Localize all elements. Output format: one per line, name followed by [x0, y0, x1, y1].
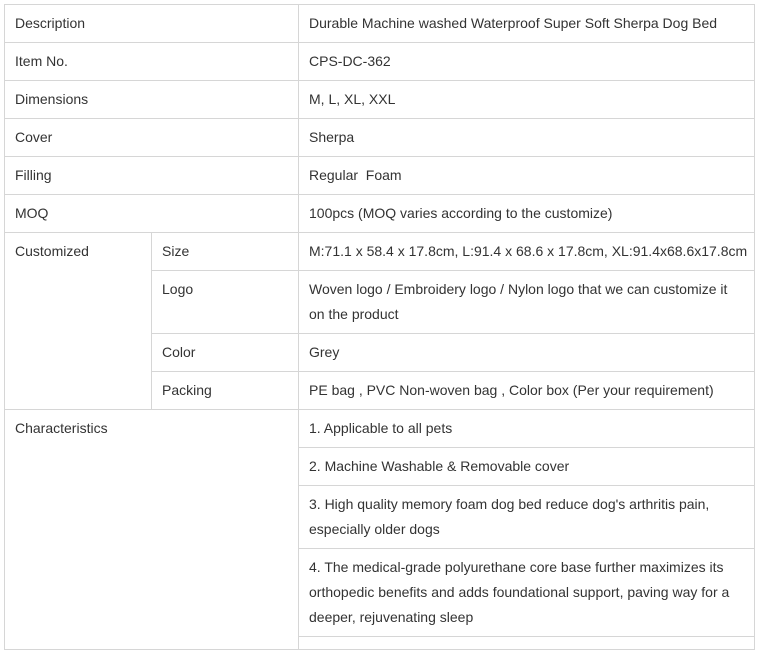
- sub-label: Packing: [152, 372, 299, 410]
- cut-off-cell: [299, 637, 755, 650]
- row-value: M, L, XL, XXL: [299, 81, 755, 119]
- sub-label: Logo: [152, 271, 299, 334]
- sub-label: Color: [152, 334, 299, 372]
- row-label: Cover: [5, 119, 299, 157]
- row-value: 100pcs (MOQ varies according to the customize): [299, 195, 755, 233]
- sub-label: Size: [152, 233, 299, 271]
- characteristic-item: 2. Machine Washable & Removable cover: [299, 448, 755, 486]
- sub-value: PE bag , PVC Non-woven bag , Color box (Per your requirement): [299, 372, 755, 410]
- row-value: Durable Machine washed Waterproof Super Soft Sherpa Dog Bed: [299, 5, 755, 43]
- table-row-description: [5, 5, 755, 43]
- customized-label: Customized: [5, 233, 152, 410]
- table-row-moq: [5, 195, 755, 233]
- row-value: CPS-DC-362: [299, 43, 755, 81]
- table-row-filling: [5, 157, 755, 195]
- row-value: Regular Foam: [299, 157, 755, 195]
- table-row-customized-size: [5, 233, 755, 271]
- row-label: MOQ: [5, 195, 299, 233]
- row-label: Dimensions: [5, 81, 299, 119]
- sub-value: Grey: [299, 334, 755, 372]
- table-row-dimensions: [5, 81, 755, 119]
- row-label: Item No.: [5, 43, 299, 81]
- characteristic-item: 4. The medical-grade polyurethane core base further maximizes its orthopedic benefits and adds foundational support, paving way for a deeper, rejuvenating sleep: [299, 549, 755, 637]
- table-row-cover: [5, 119, 755, 157]
- table-row-characteristic-1: [5, 410, 755, 448]
- characteristics-label: Characteristics: [5, 410, 299, 650]
- sub-value: Woven logo / Embroidery logo / Nylon logo that we can customize it on the product: [299, 271, 755, 334]
- characteristic-item: 3. High quality memory foam dog bed reduce dog's arthritis pain, especially older dogs: [299, 486, 755, 549]
- table-row-item-no: [5, 43, 755, 81]
- row-value: Sherpa: [299, 119, 755, 157]
- product-spec-table: [4, 4, 755, 650]
- characteristic-item: 1. Applicable to all pets: [299, 410, 755, 448]
- row-label: Description: [5, 5, 299, 43]
- sub-value: M:71.1 x 58.4 x 17.8cm, L:91.4 x 68.6 x 17.8cm, XL:91.4x68.6x17.8cm: [299, 233, 755, 271]
- row-label: Filling: [5, 157, 299, 195]
